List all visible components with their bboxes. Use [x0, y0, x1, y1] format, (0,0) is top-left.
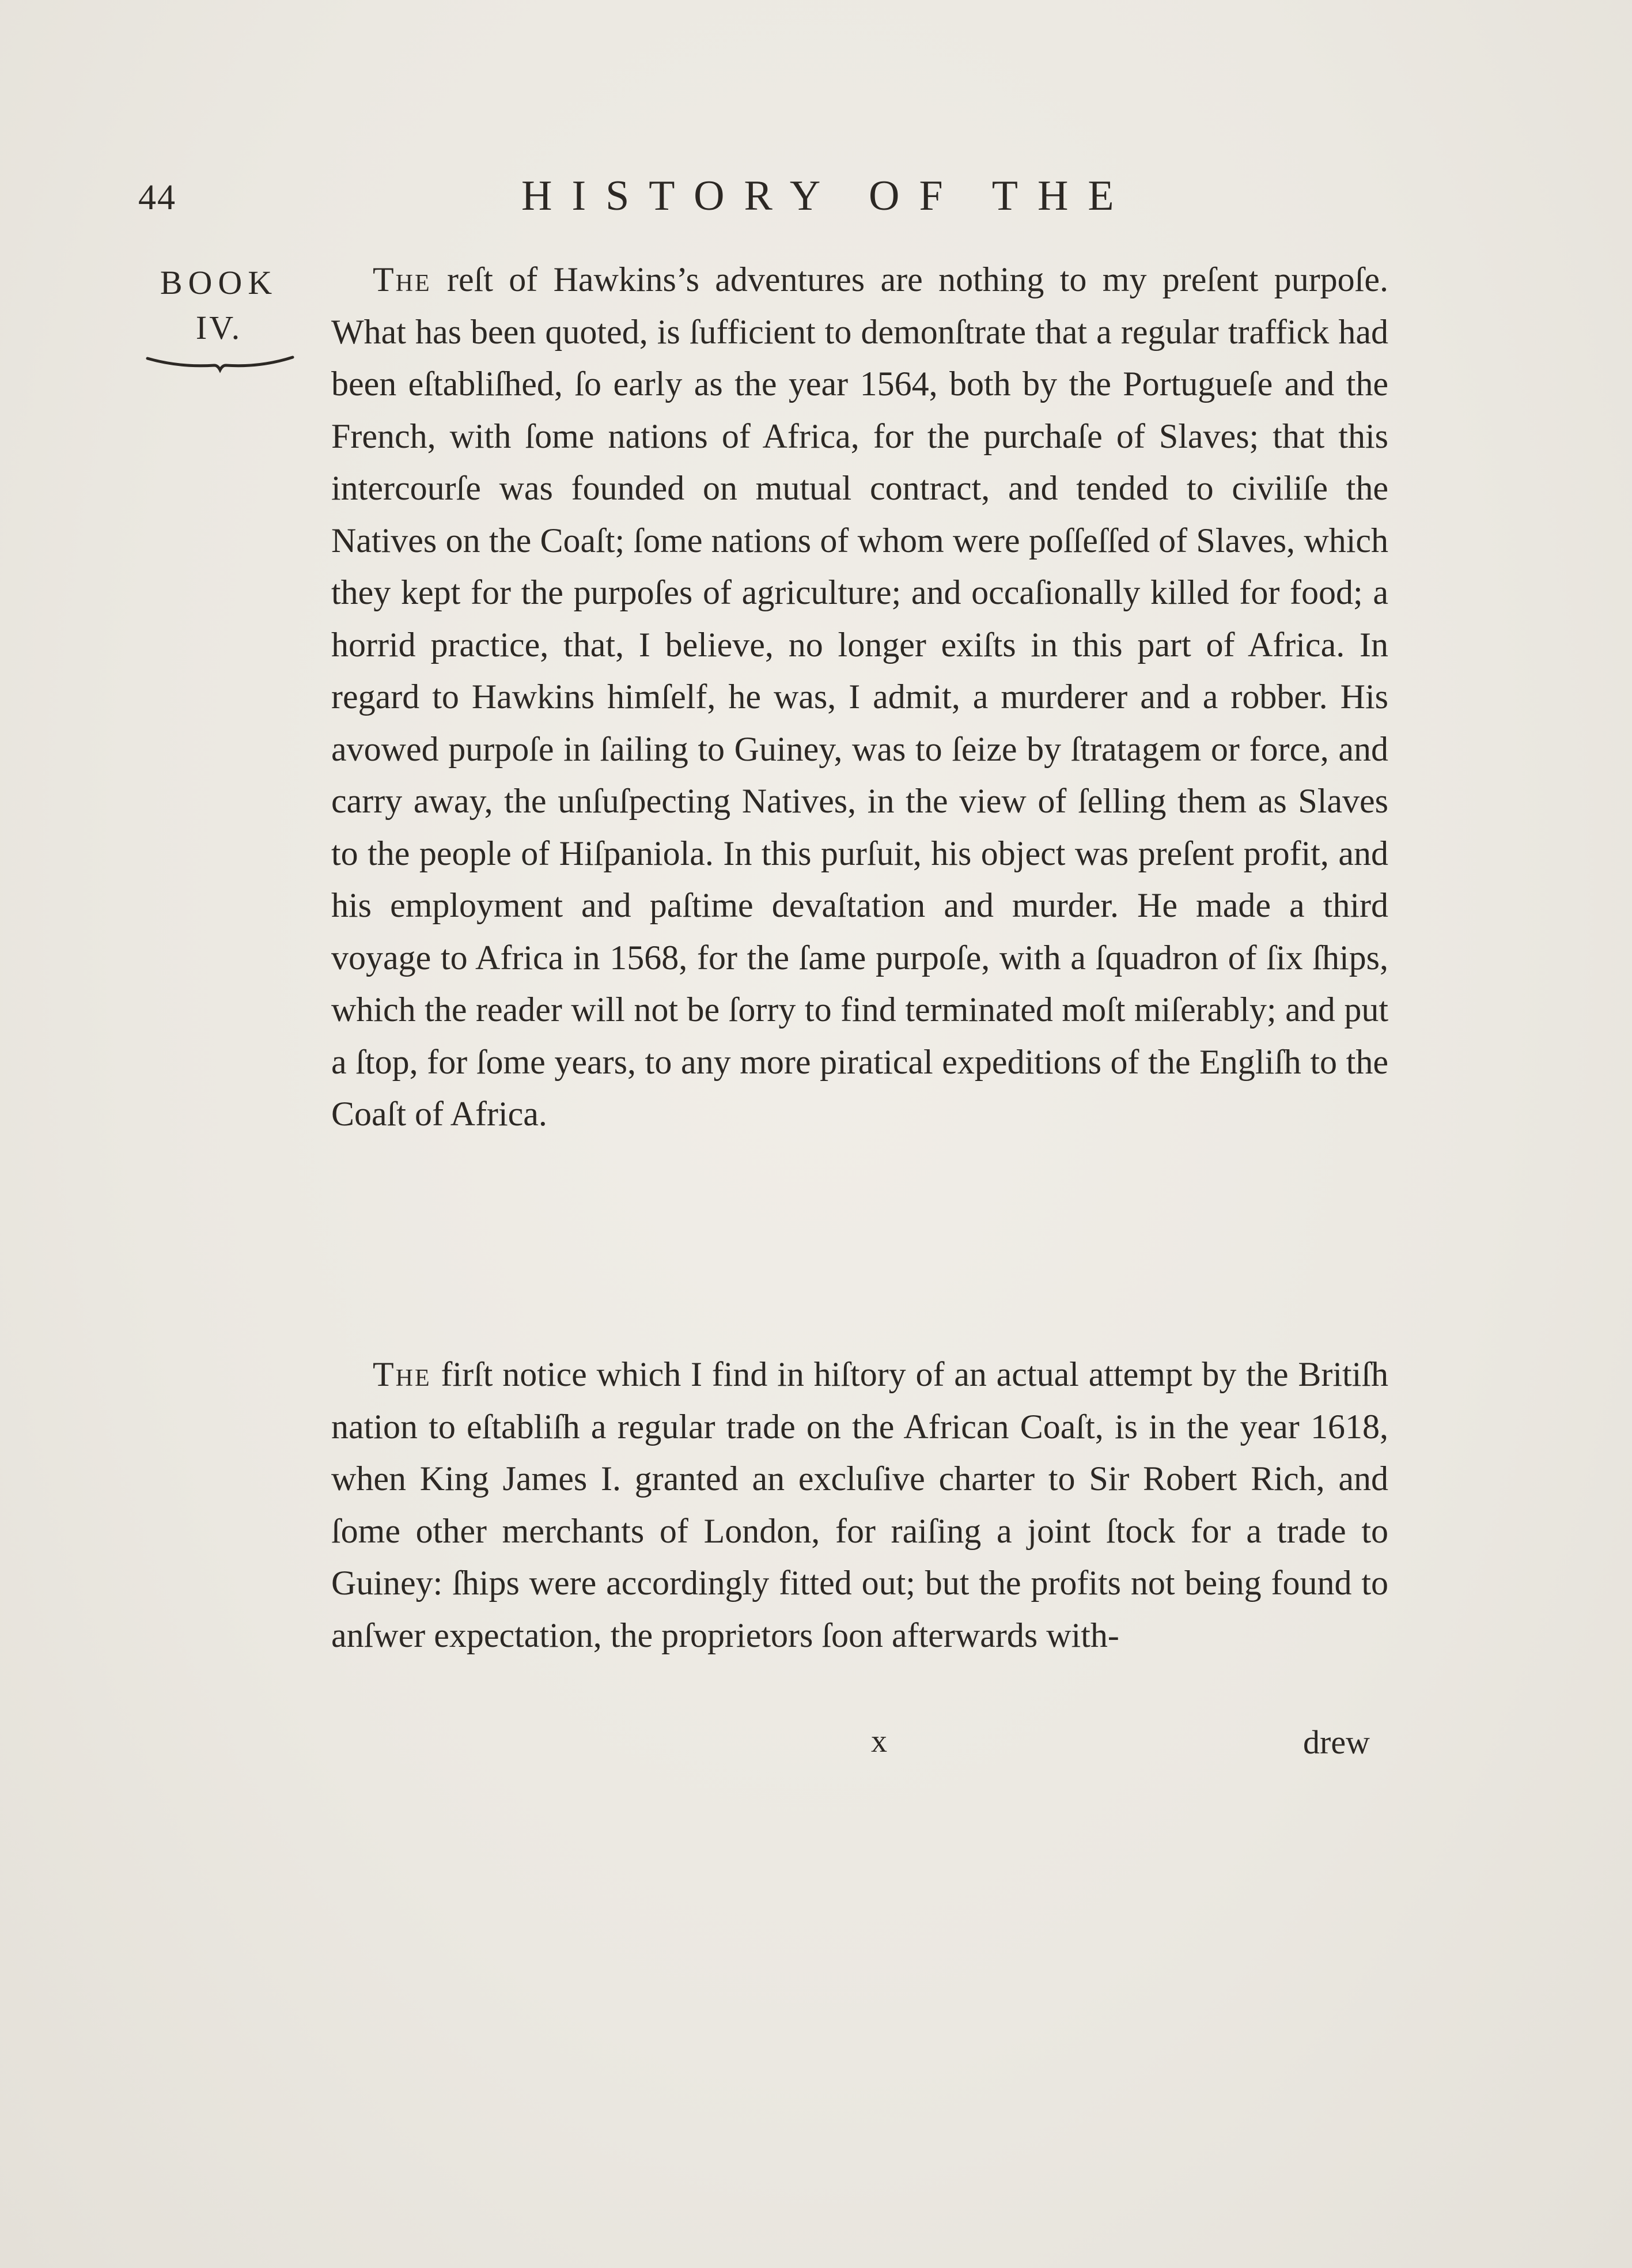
marginal-note: [144, 260, 294, 350]
page-number: 44: [138, 178, 176, 217]
paragraph-1-lead: The: [373, 260, 431, 298]
page-footer: [0, 1723, 1632, 1775]
paragraph-2-text: firſt notice which I find in hiſtory of an actual attempt by the Britiſh nation to eſtabliſh a regular trade on the African Coaſt, is in the year 1618, when King James I. granted an excluſive charter to Sir Robert Rich, and ſome other merchants of London, for raiſing a joint ſtock for a trade to Guiney: ſhips were accordingly fitted out; but the profits not being found to anſwer expectation, the proprietors ſoon afterwards with-: [331, 1355, 1388, 1654]
paragraph-2: [331, 1348, 1388, 1661]
running-head: HISTORY OF THE: [521, 172, 1134, 220]
signature-mark: x: [871, 1723, 887, 1759]
paragraph-1: [331, 254, 1388, 1140]
paragraph-2-lead: The: [373, 1355, 431, 1393]
paragraph-1-text: reſt of Hawkins’s adventures are nothing to my preſent purpoſe. What has been quoted, is ſufficient to demonſtrate that a regular traffick had been eſtabliſhed, ſo early as the year 1564, both by the Portugueſe and the French, with ſome nations of Africa, for the purchaſe of Slaves; that this intercourſe was founded on mutual contract, and tended to civiliſe the Natives on the Coaſt; ſome nations of whom were poſſeſſed of Slaves, which they kept for the purpoſes of agriculture; and occaſionally killed for food; a horrid practice, that, I believe, no longer exiſts in this part of Africa. In regard to Hawkins himſelf, he was, I admit, a murderer and a robber. His avowed purpoſe in ſailing to Guiney, was to ſeize by ſtratagem or force, and carry away, the unſuſpecting Natives, in the view of ſelling them as Slaves to the people of Hiſpaniola. In this purſuit, his object was preſent profit, and his employment and paſtime devaſtation and murder. He made a third voyage to Africa in 1568, for the ſame purpoſe, with a ſquadron of ſix ſhips, which the reader will not be ſorry to find terminated moſt miſerably; and put a ſtop, for ſome years, to any more piratical expeditions of the Engliſh to the Coaſt of Africa.: [331, 260, 1388, 1133]
marginal-note-book: BOOK: [160, 264, 278, 301]
catchword: drew: [1303, 1723, 1370, 1761]
marginal-note-number: IV.: [195, 309, 243, 346]
brace-ornament-icon: [145, 350, 295, 373]
